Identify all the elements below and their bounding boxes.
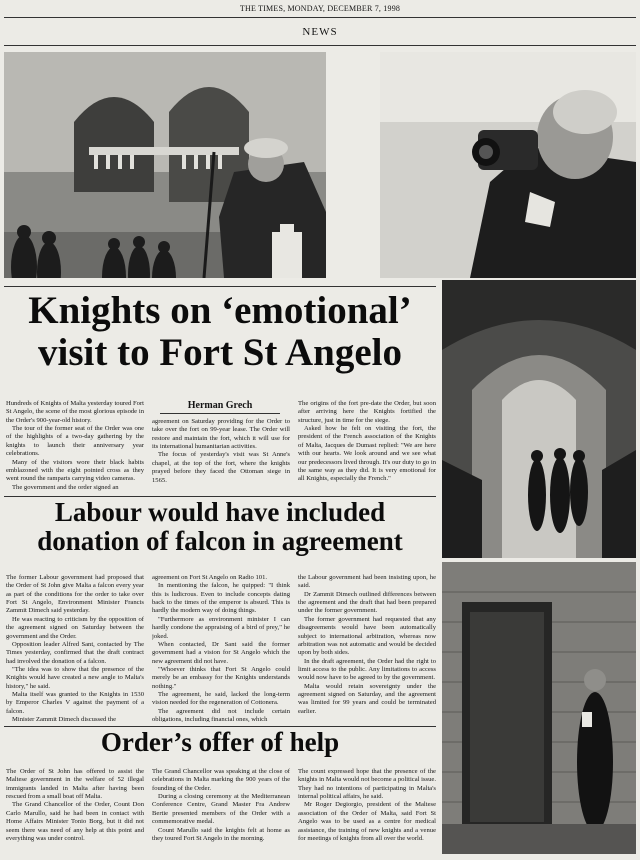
paragraph: The government and the order signed an — [12, 483, 119, 491]
story2-headline-line2: donation of falcon in agreement — [37, 526, 403, 557]
story1-column-1 — [6, 400, 144, 492]
paragraph: The agreement, he said, lacked the long-term vision needed for the regeneration of Cottonera. — [152, 691, 290, 707]
paragraph: Count Marullo said the knights felt at home as they toured Fort St Angelo in the morning. — [152, 826, 290, 842]
story3-headline: Order’s offer of help — [100, 727, 340, 757]
paragraph: The tour of the former seat of the Order was one of the highlights of a two-day gathering by the knights to launch their anniversary year celebrations. — [6, 425, 144, 458]
masthead: THE TIMES, MONDAY, DECEMBER 7, 1998 — [239, 4, 401, 13]
photo-knights-courtyard — [4, 52, 326, 278]
story1-column-3 — [298, 400, 436, 492]
paragraph: Mr Roger Degiorgio, president of the Maltese association of the Order of Malta, said Fort St Angelo was to be used as a centre for medical assistance, the training of new knights and a venue for meetings of knights from all over the world. — [298, 801, 436, 842]
paragraph: The Grand Chancellor was speaking at the close of celebrations in Malta marking the 900 years of the founding of the Order. — [152, 768, 290, 792]
story1-headline-line2: visit to Fort St Angelo — [38, 331, 402, 375]
story1-top-rule — [4, 286, 436, 287]
story1-headline-line1: Knights on ‘emotional’ — [28, 289, 412, 332]
paragraph: In the draft agreement, the Order had the right to limit access to the public. Any limitations to access would now have to be agreed to by the government. — [298, 657, 436, 682]
story3-column-2 — [152, 768, 290, 856]
paragraph: the Labour government had been insisting upon, he said. — [298, 574, 436, 590]
paragraph: The Grand Chancellor of the Order, Count Don Carlo Marullo, said he had been in contact with Home Affairs Minister Tonio Borg, but it did not seem there was need of any help at this point and everything was under control. — [6, 801, 144, 842]
paragraph: "Whoever thinks that Fort St Angelo could merely be an embassy for the Knights understands nothing." — [152, 665, 290, 690]
paragraph: Minister Zammit Dimech discussed the — [12, 716, 117, 722]
paragraph: Asked how he felt on visiting the fort, the president of the French association of the Knights of Malta, Jacques de Dumast replied: "We are here with our hearts. We look around and we see what our predecessors lived through. It's our duty to go in the same way as they did. It is very emotional for all Knights, especially the French." — [298, 425, 436, 483]
section-label: NEWS — [302, 26, 338, 38]
paragraph: Many of the visitors wore their black habits emblazoned with the eight pointed cross as they went round the ramparts carrying video cameras. — [6, 458, 144, 483]
paragraph: Opposition leader Alfred Sant, contacted by The Times yesterday, confirmed that the draft contract had involved the donation of a falcon. — [6, 640, 144, 665]
paragraph: The former government had requested that any disagreements would have been automatically subject to international arbitration, whereas now arbitration was not automatic and would be decided upon by both sides. — [298, 615, 436, 657]
photo-knight-doorway — [442, 562, 636, 854]
story2-column-2 — [152, 574, 290, 722]
paragraph: Malta itself was granted to the Knights in 1530 by Emperor Charles V against the payment of a falcon. — [6, 691, 144, 715]
story2-headline — [4, 498, 436, 556]
photo-knight-video-camera — [380, 52, 636, 278]
story3-column-3 — [298, 768, 436, 856]
paragraph: The former Labour government had proposed that the Order of St John give Malta a falcon every year as part of the conditions for the order to take over Fort St Angelo, Environment Minister Francis Zammit Dimech said yesterday. — [6, 574, 144, 615]
story2-column-1 — [6, 574, 144, 722]
paragraph: During a closing ceremony at the Mediterranean Conference Centre, Grand Master Fra Andrew Bertie presented members of the Order with a commemorative medal. — [152, 793, 290, 826]
paragraph: "The idea was to show that the presence of the Knights would have created a new angle to Malta's history," he said. — [6, 665, 144, 690]
section-rule — [4, 45, 636, 46]
byline-rule — [160, 413, 280, 414]
paragraph: When contacted, Dr Sant said the former government had a vision for St Angelo which the new agreement did not have. — [152, 640, 290, 665]
story1-byline: Herman Grech — [187, 400, 253, 411]
masthead-rule — [4, 17, 636, 18]
story3-column-1 — [6, 768, 144, 856]
story2-column-3 — [298, 574, 436, 722]
paragraph: Hundreds of Knights of Malta yesterday toured Fort St Angelo, the scene of the most glorious episode in the Order's 900-year-old history. — [6, 400, 144, 424]
paragraph: Dr Zammit Dimech outlined differences between the agreement and the draft that had been prepared under the former government. — [298, 590, 436, 615]
story1-column-2 — [152, 418, 290, 492]
paragraph: "Furthermore as environment minister I can hardly condone the appraising of a bird of prey," he joked. — [152, 615, 290, 640]
paragraph: The origins of the fort pre-date the Order, but soon after arriving here the Knights fortified the structure, just in time for the siege. — [298, 400, 436, 424]
paragraph: agreement on Saturday providing for the Order to take over the fort on 99-year lease. The Order will restore and maintain the fort, which it will use for its international humanitarian activities. — [152, 418, 290, 451]
paragraph: In mentioning the falcon, he quipped: "I think this is ludicrous. Even to include concepts dating back to the times of the emperor is absurd. This is hardly the modern way of doing things. — [152, 582, 290, 615]
paragraph: The focus of yesterday's visit was St Anne's chapel, at the top of the fort, where the knights prayed before they faced the Ottoman siege in 1565. — [152, 451, 290, 484]
paragraph: He was reacting to criticism by the opposition of the agreement signed on Saturday between the government and the Order. — [6, 615, 144, 640]
paragraph: agreement on Fort St Angelo on Radio 101. — [152, 574, 268, 581]
paragraph: The count expressed hope that the presence of the knights in Malta would not become a political issue. They had no intentions of participating in Malta's internal political affairs, he said. — [298, 768, 436, 801]
paragraph: The agreement did not include certain obligations, including financial ones, which — [152, 707, 290, 722]
paragraph: Malta would retain sovereignty under the agreement signed on Saturday, and the agreement was limited for 99 years and could be terminated earlier. — [298, 682, 436, 715]
story1-headline — [4, 290, 436, 374]
story2-headline-line1: Labour would have included — [54, 497, 386, 527]
photo-chapel-interior — [442, 280, 636, 558]
paragraph: The Order of St John has offered to assist the Maltese government in the welfare of 52 illegal immigrants landed in Malta after having been rescued from a small boat off Malta. — [6, 768, 144, 801]
